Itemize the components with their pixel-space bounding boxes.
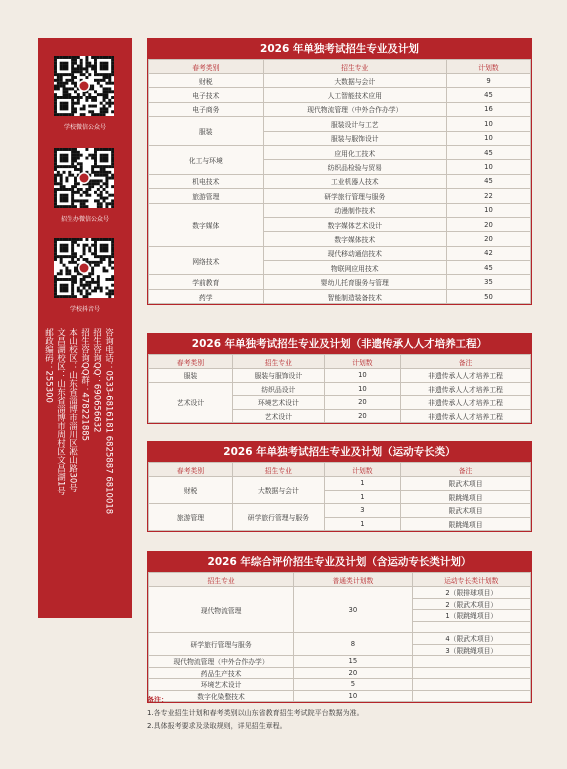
major-cell: 人工智能技术应用 bbox=[263, 88, 446, 102]
qr-pattern bbox=[54, 148, 114, 208]
note-cell: 限武术项目 bbox=[401, 504, 531, 518]
col-header: 春考类别 bbox=[149, 355, 233, 369]
plan-cell: 20 bbox=[324, 396, 400, 410]
col-header: 春考类别 bbox=[149, 60, 264, 74]
notes-title: 备注： bbox=[147, 696, 168, 704]
note-cell: 非遗传承人人才培养工程 bbox=[401, 409, 531, 423]
note-cell: 限跳绳项目 bbox=[401, 490, 531, 504]
table-row bbox=[149, 174, 531, 188]
sport-plan-cell: 4（限武术项目） bbox=[412, 633, 530, 645]
plan-cell: 30 bbox=[294, 587, 412, 633]
major-cell: 婴幼儿托育服务与管理 bbox=[263, 275, 446, 289]
section-title: 2026 年综合评价招生专业及计划（含运动专长类计划） bbox=[148, 552, 531, 572]
table-row bbox=[149, 382, 531, 396]
col-header: 招生专业 bbox=[233, 463, 325, 477]
sport-plan-cell bbox=[412, 667, 530, 679]
category-cell: 艺术设计 bbox=[149, 382, 233, 423]
qr-pattern bbox=[54, 238, 114, 298]
section-title: 2026 年单独考试招生专业及计划（运动专长类） bbox=[148, 442, 531, 462]
contact-line: 文昌湖校区：山东省淄博市周村区文昌湖1号 bbox=[55, 328, 66, 495]
category-cell: 电子商务 bbox=[149, 102, 264, 116]
table-row bbox=[149, 656, 531, 668]
plan-cell: 15 bbox=[294, 656, 412, 668]
section-comprehensive bbox=[147, 551, 532, 703]
major-cell: 数字化染整技术 bbox=[149, 690, 294, 702]
major-cell: 现代物流管理（中外合作办学） bbox=[263, 102, 446, 116]
douyin-qr-code bbox=[54, 238, 114, 298]
plan-cell: 9 bbox=[446, 74, 530, 88]
plan-cell: 45 bbox=[446, 145, 530, 159]
major-cell: 现代移动通信技术 bbox=[263, 246, 446, 260]
plan-table bbox=[148, 59, 531, 304]
plan-cell: 50 bbox=[446, 289, 530, 303]
plan-cell: 20 bbox=[446, 217, 530, 231]
table-row bbox=[149, 74, 531, 88]
major-cell: 服装与服饰设计 bbox=[233, 369, 325, 383]
category-cell: 学前教育 bbox=[149, 275, 264, 289]
major-cell: 研学旅行管理与服务 bbox=[233, 504, 325, 531]
plan-cell: 8 bbox=[294, 633, 412, 656]
sport-plan-cell bbox=[412, 621, 530, 633]
major-cell: 环境艺术设计 bbox=[149, 679, 294, 691]
plan-table bbox=[148, 462, 531, 531]
major-cell: 大数据与会计 bbox=[263, 74, 446, 88]
table-row bbox=[149, 667, 531, 679]
plan-table bbox=[148, 572, 531, 702]
major-cell: 艺术设计 bbox=[233, 409, 325, 423]
sport-plan-cell: 2（限排球项目） bbox=[412, 587, 530, 599]
sport-plan-cell bbox=[412, 679, 530, 691]
category-cell: 数字媒体 bbox=[149, 203, 264, 246]
category-cell: 电子技术 bbox=[149, 88, 264, 102]
section-title: 2026 年单独考试招生专业及计划 bbox=[148, 39, 531, 59]
category-cell: 旅游管理 bbox=[149, 189, 264, 203]
plan-cell: 10 bbox=[446, 203, 530, 217]
major-cell: 服装与服饰设计 bbox=[263, 131, 446, 145]
category-cell: 财税 bbox=[149, 477, 233, 504]
col-header: 招生专业 bbox=[263, 60, 446, 74]
note-line: 1.各专业招生计划和春考类别以山东省教育招生考试院平台数据为准。 bbox=[147, 709, 364, 717]
plan-cell: 10 bbox=[446, 160, 530, 174]
note-cell: 限跳绳项目 bbox=[401, 517, 531, 531]
major-cell: 数字媒体技术 bbox=[263, 232, 446, 246]
contact-line: 邮政编码：255300 bbox=[43, 328, 54, 403]
plan-cell: 45 bbox=[446, 261, 530, 275]
major-cell: 应用化工技术 bbox=[263, 145, 446, 159]
qr-pattern bbox=[54, 56, 114, 116]
major-cell: 药品生产技术 bbox=[149, 667, 294, 679]
table-row bbox=[149, 145, 531, 159]
note-cell: 限武术项目 bbox=[401, 477, 531, 491]
plan-cell: 3 bbox=[324, 504, 400, 518]
table-row bbox=[149, 289, 531, 303]
plan-cell: 10 bbox=[446, 117, 530, 131]
major-cell: 物联网应用技术 bbox=[263, 261, 446, 275]
col-header: 运动专长类计划数 bbox=[412, 573, 530, 587]
table-row bbox=[149, 203, 531, 217]
contact-line: 招生咨询QQ群：478221885 bbox=[79, 328, 90, 442]
contact-line: 本山校区：山东省淄博市淄川区凇山路30号 bbox=[67, 328, 78, 492]
table-row bbox=[149, 679, 531, 691]
table-row bbox=[149, 117, 531, 131]
plan-cell: 10 bbox=[324, 382, 400, 396]
sport-plan-cell: 3（限跳绳项目） bbox=[412, 644, 530, 656]
contact-line: 咨询电话：0533-6816181 6825887 6810018 bbox=[103, 328, 114, 515]
plan-cell: 42 bbox=[446, 246, 530, 260]
sport-plan-cell: 2（限武术项目） bbox=[412, 598, 530, 610]
major-cell: 研学旅行管理与服务 bbox=[149, 633, 294, 656]
table-row bbox=[149, 102, 531, 116]
contact-line: 招生咨询QQ：690656632 bbox=[91, 328, 102, 433]
section-single-exam bbox=[147, 38, 532, 305]
category-cell: 服装 bbox=[149, 369, 233, 383]
section-sports bbox=[147, 441, 532, 532]
section-heritage bbox=[147, 333, 532, 424]
category-cell: 网络技术 bbox=[149, 246, 264, 275]
qr-label: 学校抖音号 bbox=[69, 306, 100, 313]
col-header: 招生专业 bbox=[149, 573, 294, 587]
category-cell: 机电技术 bbox=[149, 174, 264, 188]
plan-cell: 20 bbox=[294, 667, 412, 679]
col-header: 计划数 bbox=[446, 60, 530, 74]
table-row bbox=[149, 369, 531, 383]
plan-cell: 1 bbox=[324, 490, 400, 504]
major-cell: 智能制造装备技术 bbox=[263, 289, 446, 303]
table-row bbox=[149, 504, 531, 518]
major-cell: 动漫制作技术 bbox=[263, 203, 446, 217]
category-cell: 旅游管理 bbox=[149, 504, 233, 531]
plan-cell: 22 bbox=[446, 189, 530, 203]
major-cell: 服装设计与工艺 bbox=[263, 117, 446, 131]
sport-plan-cell bbox=[412, 656, 530, 668]
col-header: 计划数 bbox=[324, 355, 400, 369]
major-cell: 大数据与会计 bbox=[233, 477, 325, 504]
note-line: 2.具体报考要求及录取规则，详见招生章程。 bbox=[147, 722, 287, 730]
qr-label: 学校微信公众号 bbox=[63, 124, 106, 131]
col-header: 备注 bbox=[401, 355, 531, 369]
category-cell: 财税 bbox=[149, 74, 264, 88]
major-cell: 工业机器人技术 bbox=[263, 174, 446, 188]
note-cell: 非遗传承人人才培养工程 bbox=[401, 369, 531, 383]
major-cell: 现代物流管理（中外合作办学） bbox=[149, 656, 294, 668]
table-row bbox=[149, 633, 531, 645]
table-row bbox=[149, 88, 531, 102]
notes bbox=[147, 694, 527, 733]
table-row bbox=[149, 275, 531, 289]
plan-cell: 1 bbox=[324, 517, 400, 531]
table-row bbox=[149, 246, 531, 260]
admissions-qr-code bbox=[54, 148, 114, 208]
contact-info bbox=[44, 328, 116, 538]
major-cell: 环境艺术设计 bbox=[233, 396, 325, 410]
plan-cell: 20 bbox=[324, 409, 400, 423]
note-cell: 非遗传承人人才培养工程 bbox=[401, 396, 531, 410]
major-cell: 纺织品检验与贸易 bbox=[263, 160, 446, 174]
col-header: 普通类计划数 bbox=[294, 573, 412, 587]
plan-cell: 16 bbox=[446, 102, 530, 116]
col-header: 招生专业 bbox=[233, 355, 325, 369]
category-cell: 药学 bbox=[149, 289, 264, 303]
col-header: 备注 bbox=[401, 463, 531, 477]
plan-cell: 20 bbox=[446, 232, 530, 246]
plan-table bbox=[148, 354, 531, 423]
col-header: 计划数 bbox=[324, 463, 400, 477]
plan-cell: 10 bbox=[294, 690, 412, 702]
plan-cell: 1 bbox=[324, 477, 400, 491]
plan-cell: 35 bbox=[446, 275, 530, 289]
category-cell: 化工与环境 bbox=[149, 145, 264, 174]
major-cell: 数字媒体艺术设计 bbox=[263, 217, 446, 231]
sport-plan-cell: 1（限跳绳项目） bbox=[412, 610, 530, 622]
table-row bbox=[149, 189, 531, 203]
plan-cell: 45 bbox=[446, 174, 530, 188]
plan-cell: 5 bbox=[294, 679, 412, 691]
plan-cell: 10 bbox=[446, 131, 530, 145]
col-header: 春考类别 bbox=[149, 463, 233, 477]
major-cell: 研学旅行管理与服务 bbox=[263, 189, 446, 203]
qr-label: 招生办微信公众号 bbox=[60, 216, 109, 223]
section-title: 2026 年单独考试招生专业及计划（非遗传承人人才培养工程） bbox=[148, 334, 531, 354]
table-row bbox=[149, 477, 531, 491]
table-row bbox=[149, 587, 531, 599]
wechat-qr-code bbox=[54, 56, 114, 116]
plan-cell: 10 bbox=[324, 369, 400, 383]
note-cell: 非遗传承人人才培养工程 bbox=[401, 382, 531, 396]
major-cell: 现代物流管理 bbox=[149, 587, 294, 633]
plan-cell: 45 bbox=[446, 88, 530, 102]
category-cell: 服装 bbox=[149, 117, 264, 146]
major-cell: 纺织品设计 bbox=[233, 382, 325, 396]
